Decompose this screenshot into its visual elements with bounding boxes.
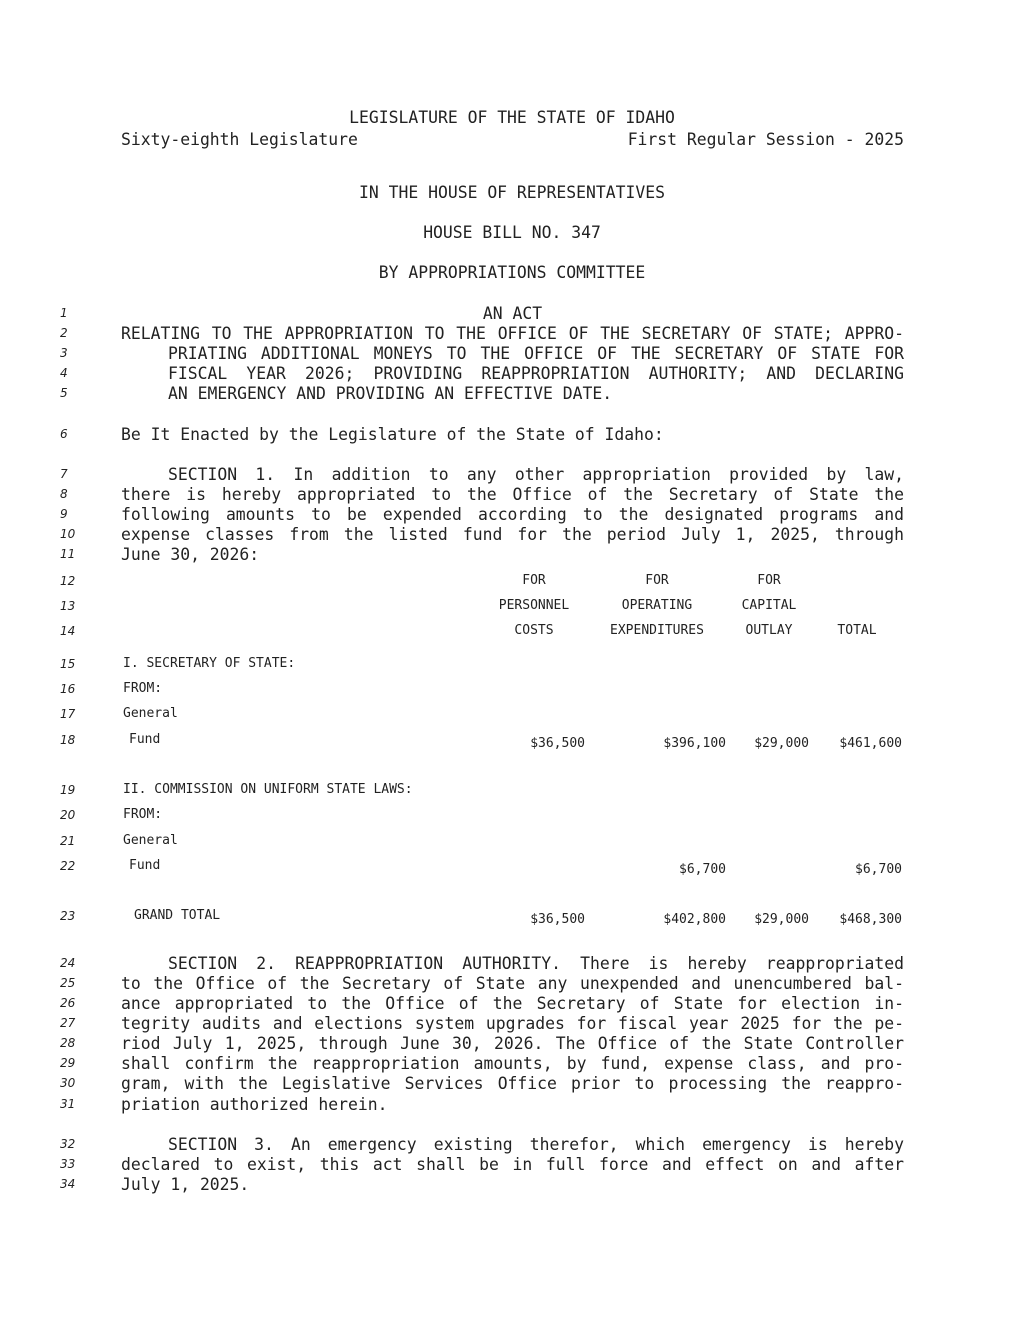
- section-1-line: expense classes from the listed fund for the period July 1, 2025, through: [121, 525, 904, 544]
- header-capital: FOR: [757, 573, 781, 588]
- enacting-clause: Be It Enacted by the Legislature of the State of Idaho:: [121, 425, 664, 444]
- header-personnel: COSTS: [514, 623, 554, 638]
- grand-total-label: GRAND TOTAL: [134, 908, 221, 923]
- section-2-line: gram, with the Legislative Services Office prior to processing the reappro-: [121, 1074, 904, 1093]
- legislature-number: Sixty-eighth Legislature: [121, 130, 358, 149]
- line-number: 22: [60, 859, 76, 873]
- line-number: 16: [60, 682, 76, 696]
- line-number: 9: [60, 507, 68, 521]
- line-number: 33: [60, 1157, 76, 1171]
- amount-total: $6,700: [855, 862, 902, 877]
- grand-total-personnel: $36,500: [530, 912, 585, 927]
- grand-total-amount: $468,300: [839, 912, 902, 927]
- section-1-line: June 30, 2026:: [121, 545, 260, 564]
- line-number: 4: [60, 366, 68, 380]
- header-capital: OUTLAY: [745, 623, 793, 638]
- line-number: 29: [60, 1056, 76, 1070]
- line-number: 26: [60, 996, 76, 1010]
- bill-number: HOUSE BILL NO. 347: [423, 223, 601, 242]
- program-name: I. SECRETARY OF STATE:: [123, 656, 296, 671]
- line-number: 14: [60, 624, 76, 638]
- an-act-heading: AN ACT: [482, 304, 543, 323]
- line-number: 11: [60, 547, 76, 561]
- amount-capital: $29,000: [754, 736, 809, 751]
- title-line: RELATING TO THE APPROPRIATION TO THE OFFICE OF THE SECRETARY OF STATE; APPRO-: [121, 324, 904, 343]
- sponsor-line: BY APPROPRIATIONS COMMITTEE: [378, 263, 646, 282]
- section-3-line: SECTION 3. An emergency existing therefor, which emergency is hereby: [168, 1135, 904, 1154]
- amount-personnel: $36,500: [530, 736, 585, 751]
- legislature-heading: LEGISLATURE OF THE STATE OF IDAHO: [349, 108, 675, 127]
- line-number: 5: [60, 386, 68, 400]
- header-capital: CAPITAL: [741, 598, 797, 613]
- header-operating: OPERATING: [621, 598, 693, 613]
- line-number: 8: [60, 487, 68, 501]
- header-personnel: FOR: [522, 573, 546, 588]
- fund-name: General: [123, 833, 178, 848]
- line-number: 31: [60, 1097, 76, 1111]
- line-number: 2: [60, 326, 68, 340]
- fund-name: Fund: [129, 732, 161, 747]
- section-3-line: July 1, 2025.: [121, 1175, 250, 1194]
- line-number: 7: [60, 467, 68, 481]
- section-2-line: SECTION 2. REAPPROPRIATION AUTHORITY. There is hereby reappropriated: [168, 954, 904, 973]
- header-personnel: PERSONNEL: [498, 598, 570, 613]
- program-name: II. COMMISSION ON UNIFORM STATE LAWS:: [123, 782, 413, 797]
- title-line: PRIATING ADDITIONAL MONEYS TO THE OFFICE OF THE SECRETARY OF STATE FOR: [168, 344, 904, 363]
- section-1-line: there is hereby appropriated to the Office of the Secretary of State the: [121, 485, 904, 504]
- line-number: 24: [60, 956, 76, 970]
- section-2-line: riod July 1, 2025, through June 30, 2026. The Office of the State Controller: [121, 1034, 904, 1053]
- amount-operating: $396,100: [663, 736, 726, 751]
- section-2-line: shall confirm the reappropriation amounts, by fund, expense class, and pro-: [121, 1054, 904, 1073]
- line-number: 32: [60, 1137, 76, 1151]
- section-1-line: SECTION 1. In addition to any other appropriation provided by law,: [168, 465, 904, 484]
- line-number: 1: [60, 306, 68, 320]
- line-number: 17: [60, 707, 76, 721]
- section-3-line: declared to exist, this act shall be in full force and effect on and after: [121, 1155, 904, 1174]
- line-number: 3: [60, 346, 68, 360]
- section-2-line: to the Office of the Secretary of State any unexpended and unencumbered bal-: [121, 974, 904, 993]
- header-total: TOTAL: [837, 623, 877, 638]
- section-2-line: tegrity audits and elections system upgrades for fiscal year 2025 for the pe-: [121, 1014, 904, 1033]
- section-2-line: ance appropriated to the Office of the Secretary of State for election in-: [121, 994, 904, 1013]
- title-line: FISCAL YEAR 2026; PROVIDING REAPPROPRIATION AUTHORITY; AND DECLARING: [168, 364, 904, 383]
- line-number: 34: [60, 1177, 76, 1191]
- chamber-heading: IN THE HOUSE OF REPRESENTATIVES: [359, 183, 665, 202]
- section-1-line: following amounts to be expended according to the designated programs and: [121, 505, 904, 524]
- line-number: 13: [60, 599, 76, 613]
- line-number: 30: [60, 1076, 76, 1090]
- grand-total-capital: $29,000: [754, 912, 809, 927]
- amount-total: $461,600: [839, 736, 902, 751]
- program-from: FROM:: [123, 807, 163, 822]
- line-number: 25: [60, 976, 76, 990]
- line-number: 15: [60, 657, 76, 671]
- title-line: AN EMERGENCY AND PROVIDING AN EFFECTIVE DATE.: [168, 384, 613, 403]
- line-number: 21: [60, 834, 76, 848]
- session-label: First Regular Session - 2025: [627, 130, 904, 149]
- line-number: 23: [60, 909, 76, 923]
- line-number: 28: [60, 1036, 76, 1050]
- line-number: 19: [60, 783, 76, 797]
- line-number: 20: [60, 808, 76, 822]
- amount-operating: $6,700: [679, 862, 726, 877]
- program-from: FROM:: [123, 681, 163, 696]
- header-operating: FOR: [645, 573, 669, 588]
- line-number: 27: [60, 1016, 76, 1030]
- section-2-line: priation authorized herein.: [121, 1095, 388, 1114]
- line-number: 12: [60, 574, 76, 588]
- grand-total-operating: $402,800: [663, 912, 726, 927]
- fund-name: General: [123, 706, 178, 721]
- header-operating: EXPENDITURES: [610, 623, 704, 638]
- fund-name: Fund: [129, 858, 161, 873]
- line-number: 18: [60, 733, 76, 747]
- line-number: 6: [60, 427, 68, 441]
- line-number: 10: [60, 527, 76, 541]
